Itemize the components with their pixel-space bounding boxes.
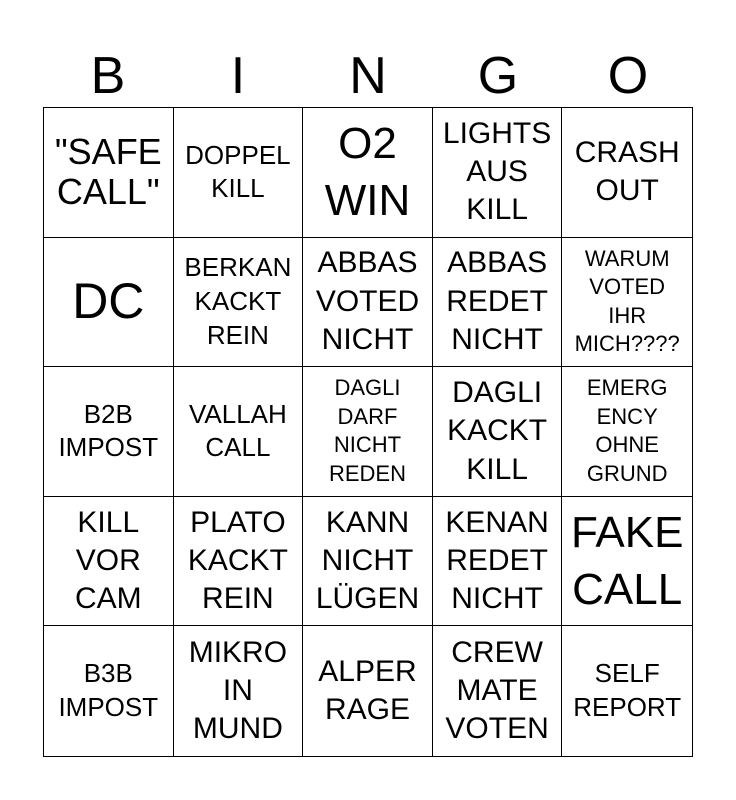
bingo-cell[interactable]: [433, 238, 563, 368]
cell-text: PLATO KACKT REIN: [187, 505, 288, 616]
cell-text: ALPER RAGE: [318, 654, 417, 727]
cell-text: KANN NICHT LÜGEN: [315, 505, 420, 616]
bingo-cell[interactable]: [303, 108, 433, 238]
bingo-cell[interactable]: [174, 626, 304, 756]
bingo-header: [43, 44, 693, 108]
cell-text: EMERG ENCY OHNE GRUND: [586, 375, 668, 487]
cell-text: CREW MATE VOTEN: [445, 635, 549, 746]
bingo-cell[interactable]: [433, 626, 563, 756]
cell-text: KENAN REDET NICHT: [445, 505, 549, 616]
cell-text: DOPPEL KILL: [185, 139, 291, 204]
cell-text: LIGHTS AUS KILL: [442, 116, 552, 227]
cell-text: MIKRO IN MUND: [188, 635, 288, 746]
cell-text: VALLAH CALL: [188, 398, 287, 463]
cell-text: O2 WIN: [324, 119, 411, 226]
bingo-cell[interactable]: [562, 108, 692, 238]
header-letter-n: N: [349, 47, 387, 105]
bingo-cell[interactable]: [303, 626, 433, 756]
bingo-cell[interactable]: [174, 108, 304, 238]
cell-text: FAKE CALL: [570, 507, 684, 615]
bingo-cell[interactable]: [44, 497, 174, 627]
cell-text: WARUM VOTED IHR MICH????: [574, 245, 680, 357]
header-letter-b: B: [90, 47, 126, 105]
cell-text: DAGLI DARF NICHT REDEN: [328, 375, 406, 487]
bingo-cell[interactable]: [433, 497, 563, 627]
cell-text: BERKAN KACKT REIN: [184, 252, 292, 350]
bingo-cell[interactable]: [303, 497, 433, 627]
bingo-cell[interactable]: [562, 238, 692, 368]
header-letter-o: O: [607, 47, 649, 105]
bingo-cell[interactable]: [44, 626, 174, 756]
bingo-cell[interactable]: [44, 367, 174, 497]
bingo-cell[interactable]: [562, 367, 692, 497]
cell-text: ABBAS REDET NICHT: [446, 246, 548, 357]
cell-text: "SAFE CALL": [54, 130, 162, 213]
bingo-cell[interactable]: [433, 367, 563, 497]
bingo-cell[interactable]: [44, 238, 174, 368]
header-letter-g: G: [477, 47, 519, 105]
bingo-cell[interactable]: [44, 108, 174, 238]
bingo-cell[interactable]: [303, 238, 433, 368]
bingo-cell[interactable]: [174, 238, 304, 368]
bingo-cell[interactable]: [562, 626, 692, 756]
bingo-cell[interactable]: [174, 367, 304, 497]
cell-text: B2B IMPOST: [58, 398, 159, 463]
cell-text: KILL VOR CAM: [74, 505, 142, 616]
cell-text: SELF REPORT: [573, 658, 682, 723]
bingo-cell[interactable]: [303, 367, 433, 497]
cell-text: DAGLI KACKT KILL: [447, 375, 548, 486]
bingo-cell[interactable]: [174, 497, 304, 627]
header-letter-i: I: [230, 47, 246, 105]
cell-text: CRASH OUT: [574, 135, 680, 208]
cell-text: ABBAS VOTED NICHT: [315, 246, 420, 357]
bingo-cell[interactable]: [433, 108, 563, 238]
bingo-cell[interactable]: [562, 497, 692, 627]
bingo-board: [43, 107, 693, 757]
cell-text: B3B IMPOST: [58, 658, 159, 723]
cell-text: DC: [72, 273, 145, 330]
